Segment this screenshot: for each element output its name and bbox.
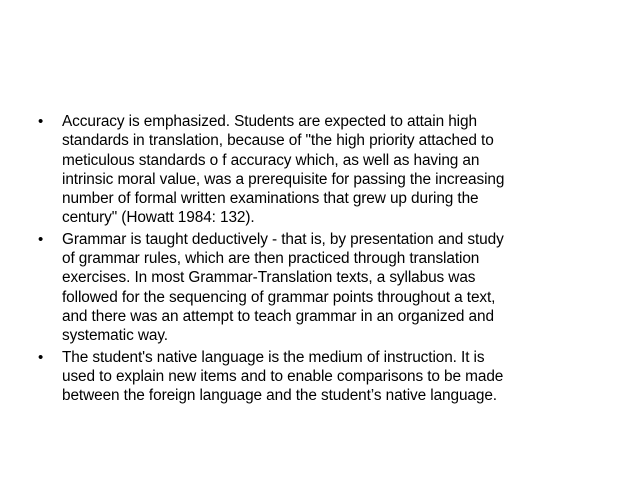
bullet-text: Grammar is taught deductively - that is, by presentation and study of grammar rules, which are then practiced through translation exercises. In most Grammar-Translation texts, a syllabus was followed for the sequencing of grammar points throughout a text, and there was an attempt to teach grammar in an organized and systematic way. (62, 230, 504, 345)
bullet-icon: • (38, 348, 44, 366)
bullet-item-grammar (38, 230, 594, 346)
bullet-icon: • (38, 113, 44, 130)
bullet-icon: • (38, 230, 44, 248)
bullet-list (38, 112, 594, 407)
bullet-text: Accuracy is emphasized. Students are expected to attain high standards in translation, because of "the high priority attached to meticulous standards o f accuracy which, as well as having an intrinsic moral value, was a prerequisite for passing the increasing number of formal written examinations that grew up during the century" (Howatt 1984: 132). (62, 113, 505, 227)
bullet-item-native-language (38, 348, 594, 406)
bullet-text: The student's native language is the medium of instruction. It is used to explain new items and to enable comparisons to be made between the foreign language and the student’s native language. (62, 348, 504, 405)
bullet-item-accuracy (38, 112, 594, 228)
